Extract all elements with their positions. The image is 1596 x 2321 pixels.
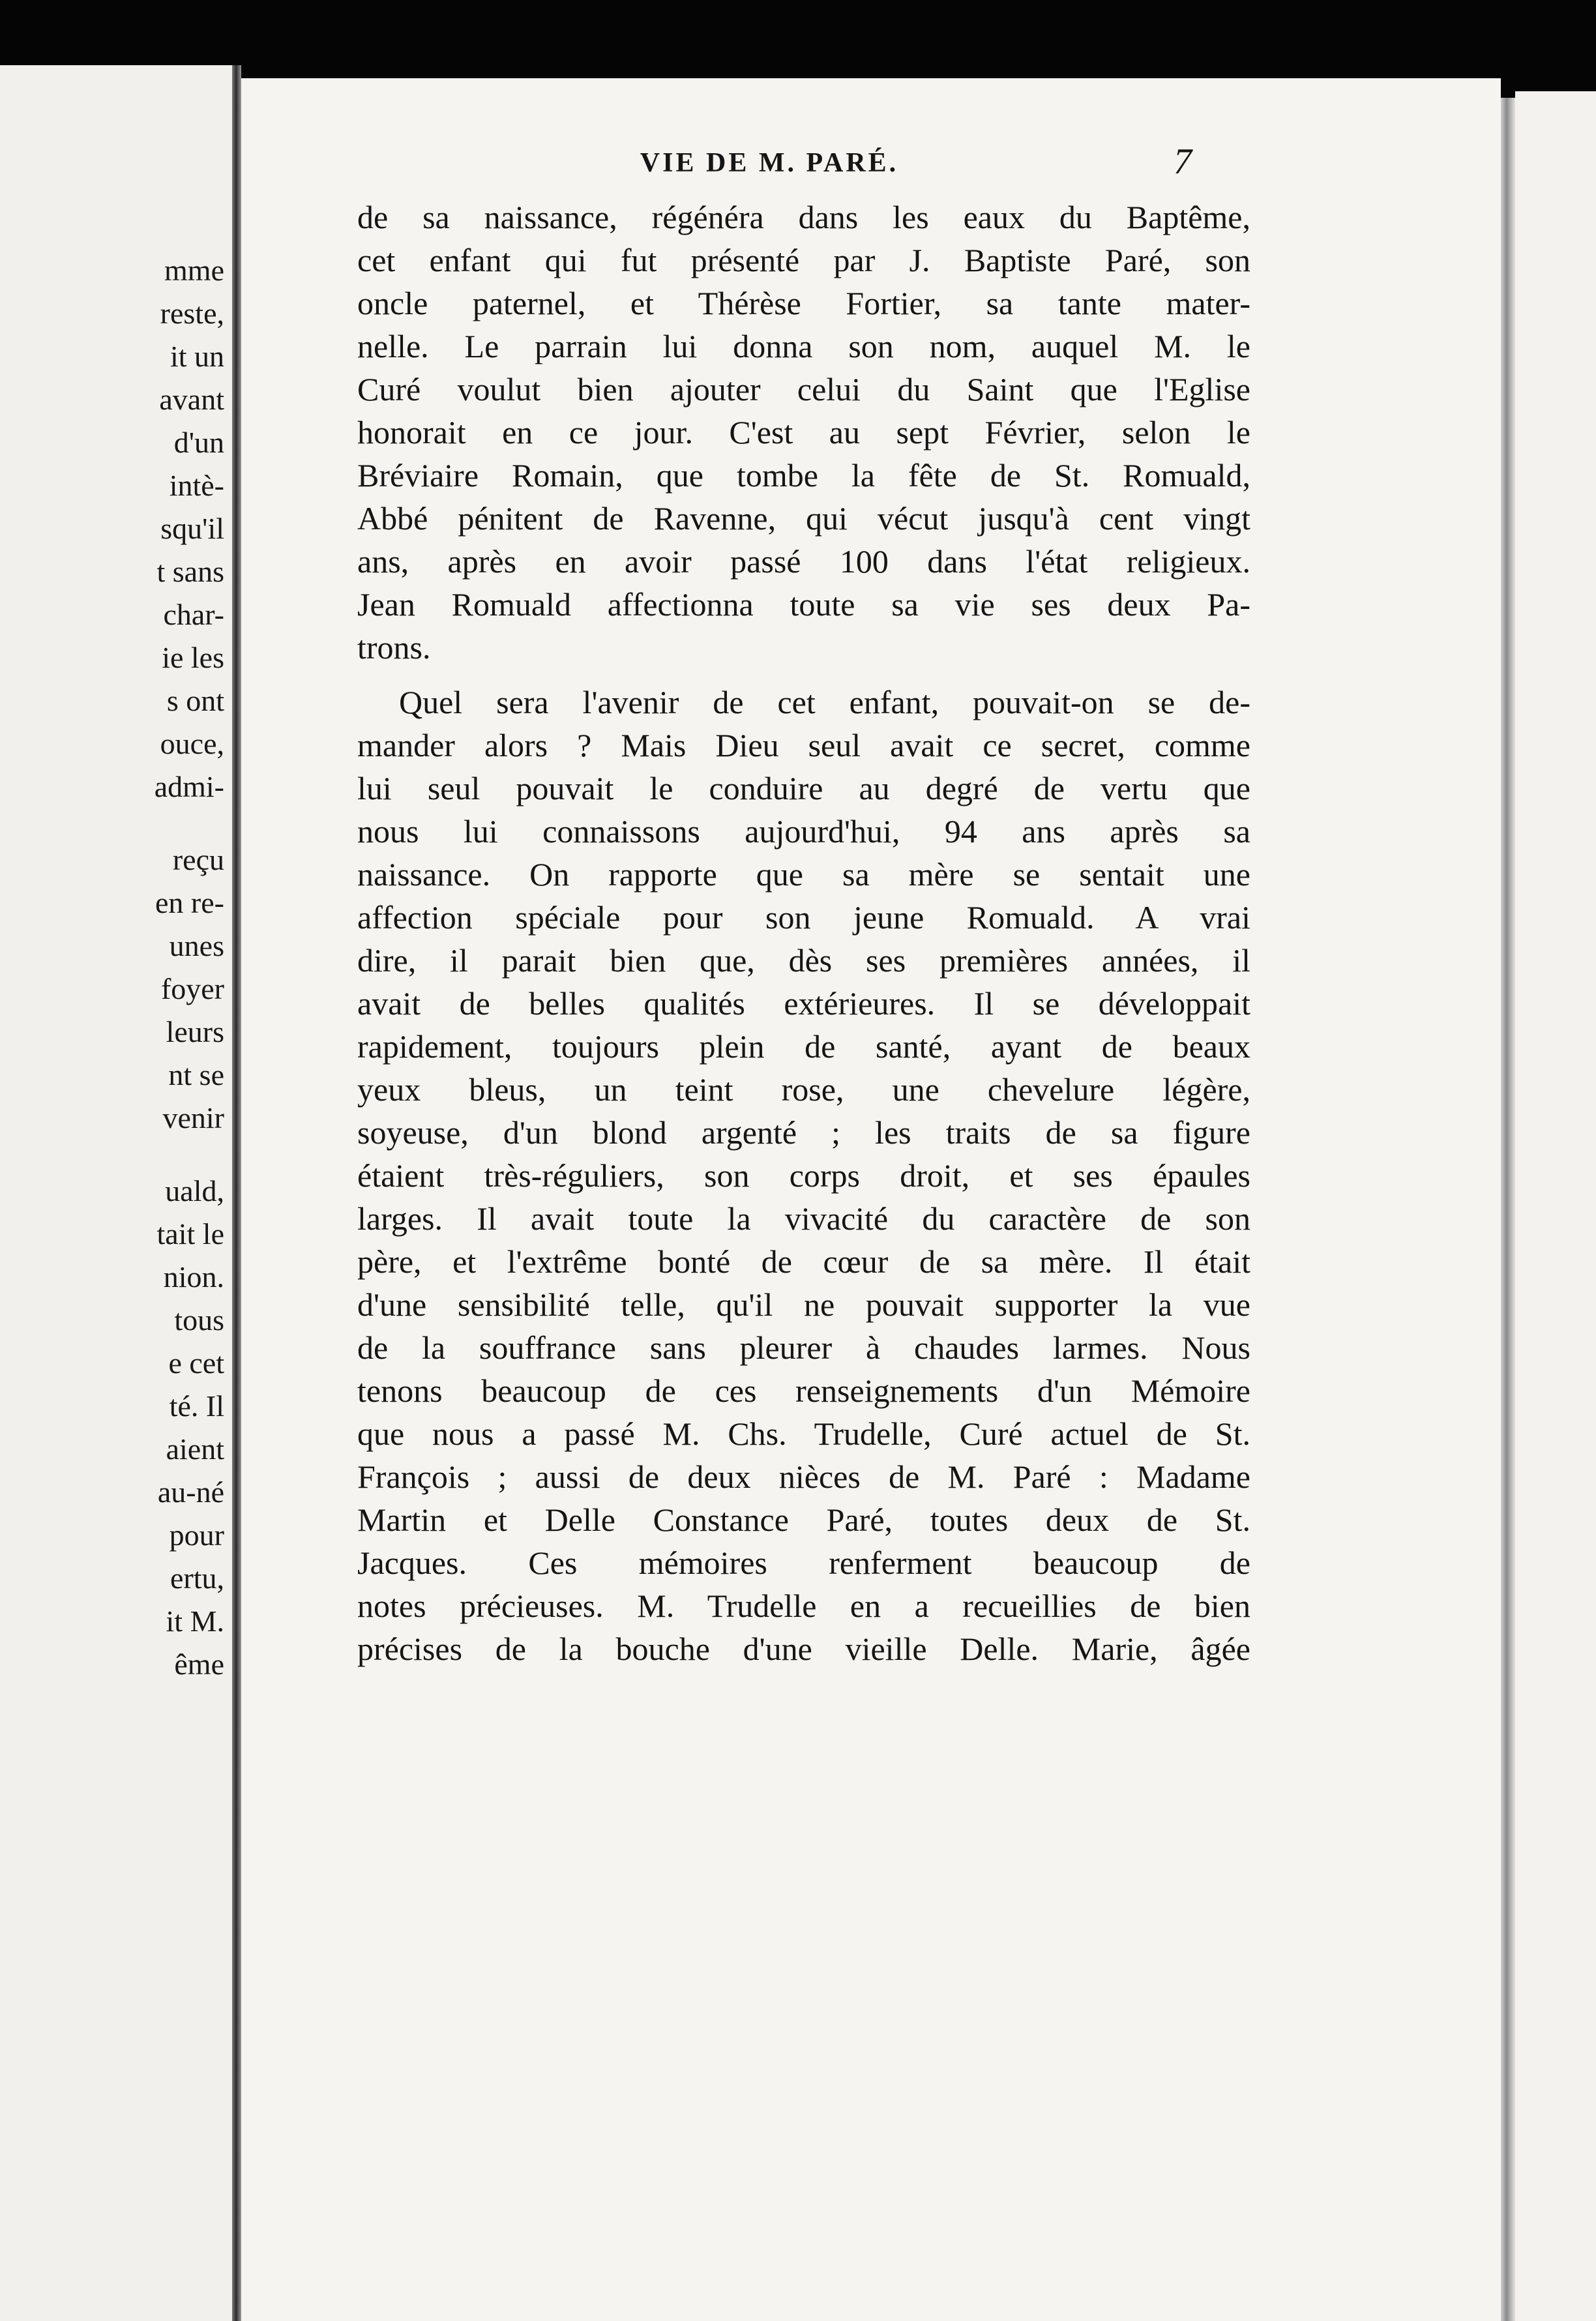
previous-page-fragment: avant: [159, 383, 224, 416]
next-page-edge: [1515, 91, 1596, 2321]
previous-page-fragment: aient: [166, 1432, 224, 1466]
text-line: rapidement, toujours plein de santé, ayant de beaux: [357, 1028, 1250, 1065]
text-line: dire, il parait bien que, dès ses premières années, il: [357, 942, 1250, 979]
text-line: nous lui connaissons aujourd'hui, 94 ans après sa: [357, 813, 1250, 850]
page-edge-shadow: [1501, 98, 1515, 2321]
previous-page-fragment: venir: [162, 1101, 224, 1134]
previous-page-fragment: it un: [170, 340, 224, 373]
previous-page-fragment: leurs: [166, 1015, 224, 1048]
running-head: VIE DE M. PARÉ.: [640, 148, 899, 178]
text-line: nelle. Le parrain lui donna son nom, auquel M. le: [357, 328, 1250, 364]
previous-page-fragment: reçu: [172, 843, 224, 876]
previous-page-fragment: char-: [163, 598, 224, 631]
previous-page-fragment: reste,: [160, 297, 224, 330]
previous-page-fragment: tous: [174, 1303, 224, 1337]
previous-page-fragment: unes: [169, 929, 224, 962]
text-line: Quel sera l'avenir de cet enfant, pouvait-on se de-: [399, 684, 1250, 720]
text-line: ans, après en avoir passé 100 dans l'état religieux.: [357, 543, 1250, 580]
text-line: lui seul pouvait le conduire au degré de vertu que: [357, 770, 1250, 806]
previous-page-fragment: s ont: [166, 684, 224, 717]
previous-page-fragment: foyer: [160, 972, 224, 1005]
text-line: honorait en ce jour. C'est au sept Février, selon le: [357, 414, 1250, 451]
previous-page-fragment: ouce,: [160, 727, 224, 760]
previous-page-fragment: ie les: [162, 641, 224, 674]
previous-page-fragment: e cet: [168, 1346, 224, 1380]
text-line: d'une sensibilité telle, qu'il ne pouvait supporter la vue: [357, 1286, 1250, 1323]
text-line: Jacques. Ces mémoires renferment beaucoup de: [357, 1545, 1250, 1581]
text-line: larges. Il avait toute la vivacité du caractère de son: [357, 1200, 1250, 1237]
text-line: trons.: [357, 629, 431, 666]
text-line: notes précieuses. M. Trudelle en a recueillies de bien: [357, 1588, 1250, 1624]
text-line: Curé voulut bien ajouter celui du Saint que l'Eglise: [357, 371, 1250, 407]
text-line: Bréviaire Romain, que tombe la fête de St. Romuald,: [357, 457, 1250, 494]
text-line: avait de belles qualités extérieures. Il se développait: [357, 985, 1250, 1022]
previous-page-fragment: pour: [169, 1518, 224, 1552]
previous-page-fragment: d'un: [173, 426, 224, 459]
text-line: Abbé pénitent de Ravenne, qui vécut jusqu'à cent vingt: [357, 500, 1250, 537]
text-line: Jean Romuald affectionna toute sa vie ses deux Pa-: [357, 586, 1250, 623]
text-line: tenons beaucoup de ces renseignements d'un Mémoire: [357, 1372, 1250, 1409]
text-line: étaient très-réguliers, son corps droit, et ses épaules: [357, 1157, 1250, 1194]
text-line: père, et l'extrême bonté de cœur de sa mère. Il était: [357, 1243, 1250, 1280]
previous-page-fragment: au-né: [157, 1475, 224, 1509]
body-text: [357, 196, 1250, 1670]
previous-page-fragment: squ'il: [160, 512, 224, 545]
previous-page-fragment: ertu,: [170, 1561, 224, 1595]
text-line: précises de la bouche d'une vieille Delle. Marie, âgée: [357, 1631, 1250, 1667]
page-number: 7: [1174, 141, 1192, 182]
book-gutter: [232, 65, 241, 2321]
text-line: soyeuse, d'un blond argenté ; les traits de sa figure: [357, 1114, 1250, 1151]
previous-page-fragment: it M.: [166, 1604, 224, 1638]
previous-page-fragment: uald,: [165, 1174, 224, 1207]
text-line: de sa naissance, régénéra dans les eaux du Baptême,: [357, 199, 1250, 235]
previous-page-fragment: t sans: [156, 555, 224, 588]
text-line: Martin et Delle Constance Paré, toutes deux de St.: [357, 1501, 1250, 1538]
previous-page-fragment: intè-: [169, 469, 224, 502]
previous-page-fragment: admi-: [154, 770, 224, 803]
previous-page-fragment: nt se: [168, 1058, 224, 1091]
previous-page-fragment: en re-: [155, 886, 224, 919]
previous-page-fragment: té. Il: [169, 1389, 224, 1423]
text-line: yeux bleus, un teint rose, une chevelure légère,: [357, 1071, 1250, 1108]
previous-page-edge: [0, 65, 236, 2321]
text-line: François ; aussi de deux nièces de M. Paré : Madame: [357, 1458, 1250, 1495]
text-line: naissance. On rapporte que sa mère se sentait une: [357, 856, 1250, 893]
text-line: affection spéciale pour son jeune Romuald. A vrai: [357, 899, 1250, 936]
previous-page-fragment: tait le: [156, 1217, 224, 1250]
previous-page-fragment: nion.: [163, 1260, 224, 1294]
text-line: de la souffrance sans pleurer à chaudes larmes. Nous: [357, 1329, 1250, 1366]
text-line: mander alors ? Mais Dieu seul avait ce secret, comme: [357, 727, 1250, 763]
text-line: oncle paternel, et Thérèse Fortier, sa tante mater-: [357, 285, 1250, 321]
previous-page-fragment: mme: [164, 254, 224, 287]
text-line: que nous a passé M. Chs. Trudelle, Curé actuel de St.: [357, 1415, 1250, 1452]
text-line: cet enfant qui fut présenté par J. Baptiste Paré, son: [357, 242, 1250, 278]
previous-page-fragment: ême: [174, 1648, 224, 1681]
